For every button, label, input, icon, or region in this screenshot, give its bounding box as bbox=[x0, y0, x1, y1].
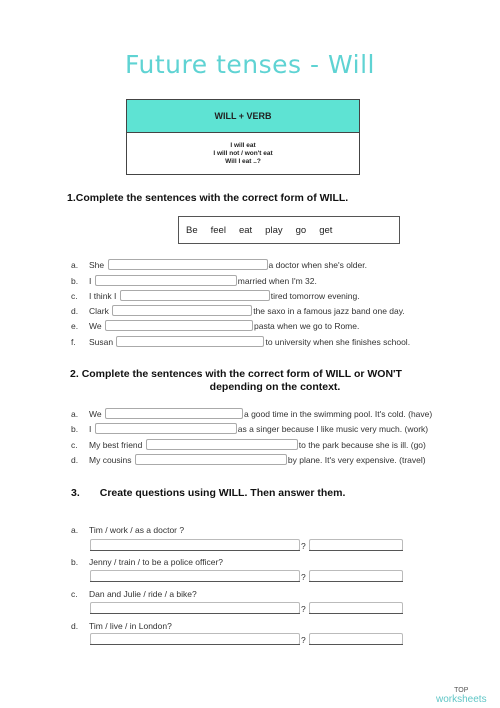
answer-blank[interactable] bbox=[135, 454, 287, 465]
item-letter: d. bbox=[71, 621, 79, 631]
prompt-text: Jenny / train / to be a police officer? bbox=[89, 557, 224, 567]
question-underline bbox=[90, 644, 300, 645]
item-text-before: We bbox=[89, 321, 102, 331]
item-text-after: married when I'm 32. bbox=[237, 276, 317, 286]
item-letter: d. bbox=[71, 306, 79, 316]
answer-underline bbox=[309, 550, 403, 551]
answer-blank[interactable] bbox=[108, 259, 268, 270]
item-letter: b. bbox=[71, 557, 79, 567]
word-bank bbox=[178, 216, 400, 244]
item-text-before: My cousins bbox=[89, 455, 132, 465]
item-text-after: to the park because she is ill. (go) bbox=[298, 440, 426, 450]
answer-blank[interactable] bbox=[95, 423, 237, 434]
word-bank-item: feel bbox=[210, 224, 226, 236]
section3-heading-text: Create questions using WILL. Then answer them. bbox=[99, 487, 346, 499]
question-mark: ? bbox=[301, 541, 306, 551]
item-letter: a. bbox=[71, 409, 79, 419]
answer-blank[interactable] bbox=[95, 275, 237, 286]
logo-top-text: TOP bbox=[454, 687, 469, 694]
rule-examples bbox=[127, 133, 359, 174]
page-title: Future tenses - Will bbox=[125, 50, 375, 79]
section3-heading bbox=[71, 487, 345, 499]
answer-underline bbox=[309, 581, 403, 582]
answer-blank[interactable] bbox=[116, 336, 264, 347]
item-text-before: Susan bbox=[89, 337, 114, 347]
item-text-after: a doctor when she's older. bbox=[268, 260, 367, 270]
item-letter: d. bbox=[71, 455, 79, 465]
item-letter: e. bbox=[71, 321, 79, 331]
word-bank-item: get bbox=[319, 224, 333, 236]
rule-example: I will eat bbox=[230, 141, 256, 149]
topworksheets-logo bbox=[436, 686, 487, 704]
logo-bottom-text: worksheets bbox=[436, 694, 487, 705]
answer-blank[interactable] bbox=[120, 290, 270, 301]
exercise-item bbox=[71, 336, 410, 347]
rule-example: I will not / won't eat bbox=[213, 149, 273, 157]
item-letter: a. bbox=[71, 260, 79, 270]
answer-blank[interactable] bbox=[105, 408, 243, 419]
question-prompt bbox=[71, 525, 184, 535]
item-text-after: tired tomorrow evening. bbox=[270, 291, 360, 301]
exercise-item bbox=[71, 439, 426, 450]
question-mark: ? bbox=[301, 635, 306, 645]
prompt-text: Tim / live / in London? bbox=[89, 621, 172, 631]
item-text-after: by plane. It's very expensive. (travel) bbox=[287, 455, 426, 465]
word-bank-item: eat bbox=[238, 224, 253, 236]
item-letter: f. bbox=[71, 337, 76, 347]
question-mark: ? bbox=[301, 572, 306, 582]
exercise-item bbox=[71, 290, 360, 301]
section3-number: 3. bbox=[71, 487, 80, 499]
answer-underline bbox=[309, 644, 403, 645]
section1-heading: 1.Complete the sentences with the correct form of WILL. bbox=[67, 192, 349, 204]
exercise-item bbox=[71, 454, 426, 465]
item-letter: c. bbox=[71, 589, 78, 599]
rule-example: Will I eat ..? bbox=[225, 157, 261, 165]
item-text-after: pasta when we go to Rome. bbox=[253, 321, 360, 331]
question-prompt bbox=[71, 621, 172, 631]
rule-header: WILL + VERB bbox=[127, 100, 359, 133]
question-underline bbox=[90, 550, 300, 551]
section2-heading-line1: Complete the sentences with the correct form of WILL or WON'T bbox=[81, 368, 402, 380]
question-underline bbox=[90, 581, 300, 582]
item-text-after: as a singer because I like music very much. (work) bbox=[237, 424, 429, 434]
exercise-item bbox=[71, 305, 405, 316]
answer-blank[interactable] bbox=[112, 305, 252, 316]
item-letter: b. bbox=[71, 276, 79, 286]
section2-number: 2. bbox=[70, 368, 79, 380]
item-text-after: to university when she finishes school. bbox=[265, 337, 411, 347]
item-letter: a. bbox=[71, 525, 79, 535]
item-text-after: a good time in the swimming pool. It's cold. (have) bbox=[243, 409, 433, 419]
answer-blank[interactable] bbox=[105, 320, 253, 331]
prompt-text: Dan and Julie / ride / a bike? bbox=[89, 589, 197, 599]
word-bank-item: Be bbox=[186, 224, 198, 236]
exercise-item bbox=[71, 275, 317, 286]
word-bank-item: play bbox=[265, 224, 283, 236]
item-letter: b. bbox=[71, 424, 79, 434]
item-text-before: Clark bbox=[89, 306, 109, 316]
item-text-before: I bbox=[89, 424, 92, 434]
exercise-item bbox=[71, 259, 367, 270]
exercise-item bbox=[71, 320, 359, 331]
item-text-after: the saxo in a famous jazz band one day. bbox=[253, 306, 405, 316]
section2-heading bbox=[70, 368, 460, 394]
item-text-before: I bbox=[89, 276, 92, 286]
question-prompt bbox=[71, 589, 197, 599]
item-letter: c. bbox=[71, 440, 78, 450]
question-mark: ? bbox=[301, 604, 306, 614]
question-prompt bbox=[71, 557, 223, 567]
item-text-before: My best friend bbox=[89, 440, 143, 450]
word-bank-item: go bbox=[295, 224, 307, 236]
answer-underline bbox=[309, 613, 403, 614]
exercise-item bbox=[71, 408, 432, 419]
section2-heading-line2: depending on the context. bbox=[209, 381, 341, 393]
question-underline bbox=[90, 613, 300, 614]
answer-blank[interactable] bbox=[146, 439, 298, 450]
prompt-text: Tim / work / as a doctor ? bbox=[89, 525, 185, 535]
item-text-before: We bbox=[89, 409, 102, 419]
item-letter: c. bbox=[71, 291, 78, 301]
item-text-before: She bbox=[89, 260, 105, 270]
item-text-before: I think I bbox=[89, 291, 117, 301]
grammar-rule-box bbox=[126, 99, 360, 175]
exercise-item bbox=[71, 423, 428, 434]
